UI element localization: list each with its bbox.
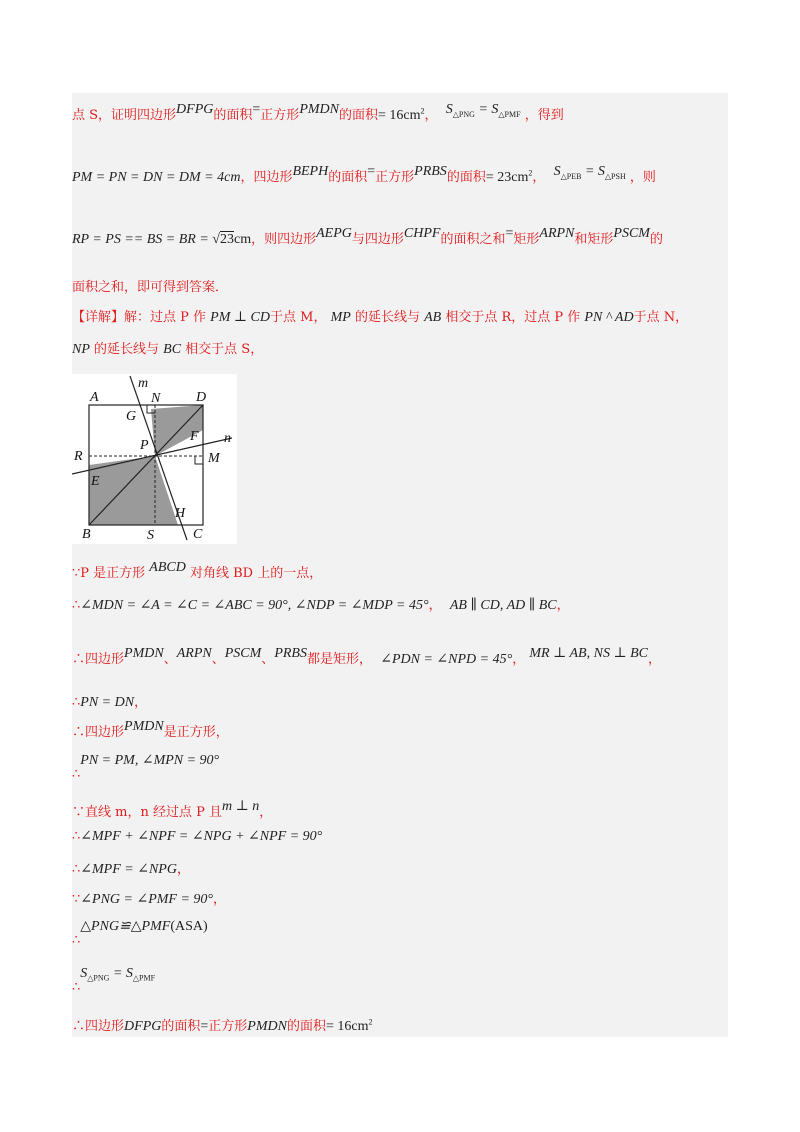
label-b: B [82,527,91,542]
label-p: P [140,438,149,453]
label-line-n: n [224,431,231,446]
therefore-symbol: ∴ [72,725,86,740]
math: 2 [368,1017,373,1027]
text: ，则四边形 [251,232,317,247]
math: BEPH [292,164,329,179]
math: PRBS [414,164,447,179]
text: 、 [261,652,275,667]
text: ，得到 [524,108,564,123]
text: 、 [211,652,225,667]
math: = [505,226,514,241]
label-c: C [193,527,203,542]
math: MP [330,310,351,325]
text: 的延长线与 [350,310,425,325]
label-line-m: m [138,376,149,391]
text-line-12 [72,752,220,782]
text: 直线 m，n 经过点 P 且 [85,805,222,820]
math: PMDN [247,1019,287,1034]
math: = [200,1019,209,1034]
text: 矩形 [513,232,540,247]
math: PM = PN = DN = DM = 4cm [72,170,241,185]
text-line-6 [72,338,263,358]
text: ，四边形 [240,170,293,185]
text-line-4 [72,276,228,295]
label-s: S [147,528,154,543]
math: △PMF [132,973,156,983]
text-line-9 [72,648,661,668]
text: 于点 M， [270,310,327,325]
text: 是正方形， [163,725,229,740]
shaded-quad-beph [89,456,178,525]
text-line-1 [72,104,564,125]
text: 的面积 [213,108,253,123]
math: PM ⊥ CD [210,310,270,325]
math: ABCD [149,560,186,575]
text: 正方形 [375,170,415,185]
math: BC [163,342,182,357]
math: ∠MDN = ∠A = ∠C = ∠ABC = 90°, ∠NDP = ∠MDP = 45° [80,598,429,613]
math: △PNG [452,109,475,119]
math: PN = DN [80,695,135,710]
math: PN ^ AD [584,310,634,325]
text: 解：过点 P 作 [124,310,211,325]
because-symbol: ∵ [72,892,81,907]
math: AEPG [316,226,352,241]
label-n-point: N [151,391,161,406]
text-line-2 [72,166,656,187]
label-g: G [126,409,137,424]
math: cm [233,232,252,247]
text: ， [512,652,526,667]
math: PRBS [274,646,307,661]
math: 2 [420,106,425,116]
text: 的面积 [286,1019,326,1034]
math: ARPN [539,226,575,241]
math: ∠PNG = ∠PMF = 90° [80,892,214,907]
text: 四边形 [85,652,125,667]
text-line-13 [72,801,272,821]
text: ， [176,862,190,877]
math: △PSH [604,171,626,181]
therefore-symbol: ∴ [72,1019,86,1034]
text-line-16 [72,888,226,908]
text: 四边形 [85,725,125,740]
math: RP = PS == BS = BR = [72,232,213,247]
text: ， [213,892,227,907]
text: ， [532,170,546,185]
math: = 16cm [325,1019,369,1034]
because-symbol: ∵ [72,805,86,820]
section-label: 【详解】 [72,310,125,325]
text-line-11 [72,721,229,741]
math: S [80,966,88,981]
label-r: R [74,449,83,464]
text: P 是正方形 [80,566,150,581]
math: △PNG [87,973,110,983]
text: 相交于点 R，过点 P 作 [441,310,585,325]
text: 与四边形 [351,232,404,247]
therefore-symbol: ∴ [72,933,81,948]
text: 相交于点 S， [181,342,264,357]
therefore-symbol: ∴ [72,767,81,782]
because-symbol: ∵ [72,566,81,581]
text: 正方形 [208,1019,248,1034]
math: S [445,102,453,117]
math: △PNG≌△PMF [80,919,171,934]
math: = S [474,102,499,117]
math: m ⊥ n [222,799,260,814]
math: AB ∥ CD, AD ∥ BC [449,598,557,613]
square-diagram [72,374,237,544]
label-h: H [175,506,186,521]
text: 面积之和，即可得到答案． [72,280,229,295]
text: ， [134,695,148,710]
text: ， [424,108,438,123]
math: 23 [219,232,234,247]
math: PSCM [224,646,262,661]
text: 点 S，证明四边形 [72,108,177,123]
math: ∠PDN = ∠NPD = 45° [380,652,513,667]
text: 的面积 [161,1019,201,1034]
text: 都是矩形， [306,652,372,667]
math: ARPN [176,646,212,661]
text-line-14 [72,828,322,845]
text: 的面积之和 [440,232,506,247]
text: 的面积 [338,108,378,123]
therefore-symbol: ∴ [72,829,81,844]
text: ， [428,598,442,613]
math: √ [212,232,220,247]
text: ， [259,805,273,820]
text: 四边形 [85,1019,125,1034]
therefore-symbol: ∴ [72,598,81,613]
math: ∠MPF + ∠NPF = ∠NPG + ∠NPF = 90° [80,829,323,844]
text-line-10 [72,691,147,711]
math: = [367,164,376,179]
therefore-symbol: ∴ [72,980,81,995]
text: ， [556,598,570,613]
text: 于点 N， [633,310,689,325]
math: = S [109,966,133,981]
label-f: F [190,429,199,444]
text-line-15 [72,858,190,878]
math: 2 [528,168,533,178]
math: DFPG [124,1019,162,1034]
math: PN = PM, ∠MPN = 90° [80,753,220,768]
therefore-symbol: ∴ [72,862,81,877]
label-e: E [91,474,100,489]
text-line-19 [72,1015,372,1035]
label-d: D [196,390,207,405]
text: 和矩形 [574,232,614,247]
math: DFPG [176,102,214,117]
text-line-3 [72,228,663,248]
text: ， [648,652,662,667]
text: 的面积 [446,170,486,185]
text-line-8 [72,594,570,614]
text: 的面积 [328,170,368,185]
text: 的 [649,232,663,247]
text: 对角线 BD 上的一点， [185,566,323,581]
math: CHPF [403,226,441,241]
therefore-symbol: ∴ [72,652,86,667]
text: 、 [163,652,177,667]
math: △PMF [498,109,521,119]
math: = S [581,164,605,179]
math: = 16cm [378,108,421,123]
math: (ASA) [170,919,208,934]
math: = [252,102,261,117]
math: NP [72,342,90,357]
geometry-figure [72,374,237,544]
label-m-point: M [208,451,220,466]
math: MR ⊥ AB, NS ⊥ BC [529,646,648,661]
math: AB [424,310,442,325]
text-line-18 [72,966,156,995]
text: 的延长线与 [89,342,164,357]
math: S [553,164,561,179]
math: PSCM [613,226,650,241]
math: = 23cm [485,170,529,185]
math: PMDN [124,646,164,661]
label-a: A [90,390,99,405]
therefore-symbol: ∴ [72,695,81,710]
text-line-7 [72,562,322,582]
text-line-5 [72,306,688,326]
math: PMDN [124,719,164,734]
math: △PEB [560,171,582,181]
text-line-17 [72,918,208,948]
text: 正方形 [260,108,300,123]
math: PMDN [299,102,339,117]
right-angle-m [195,456,203,464]
math: ∠MPF = ∠NPG [80,862,177,877]
text: ，则 [629,170,656,185]
